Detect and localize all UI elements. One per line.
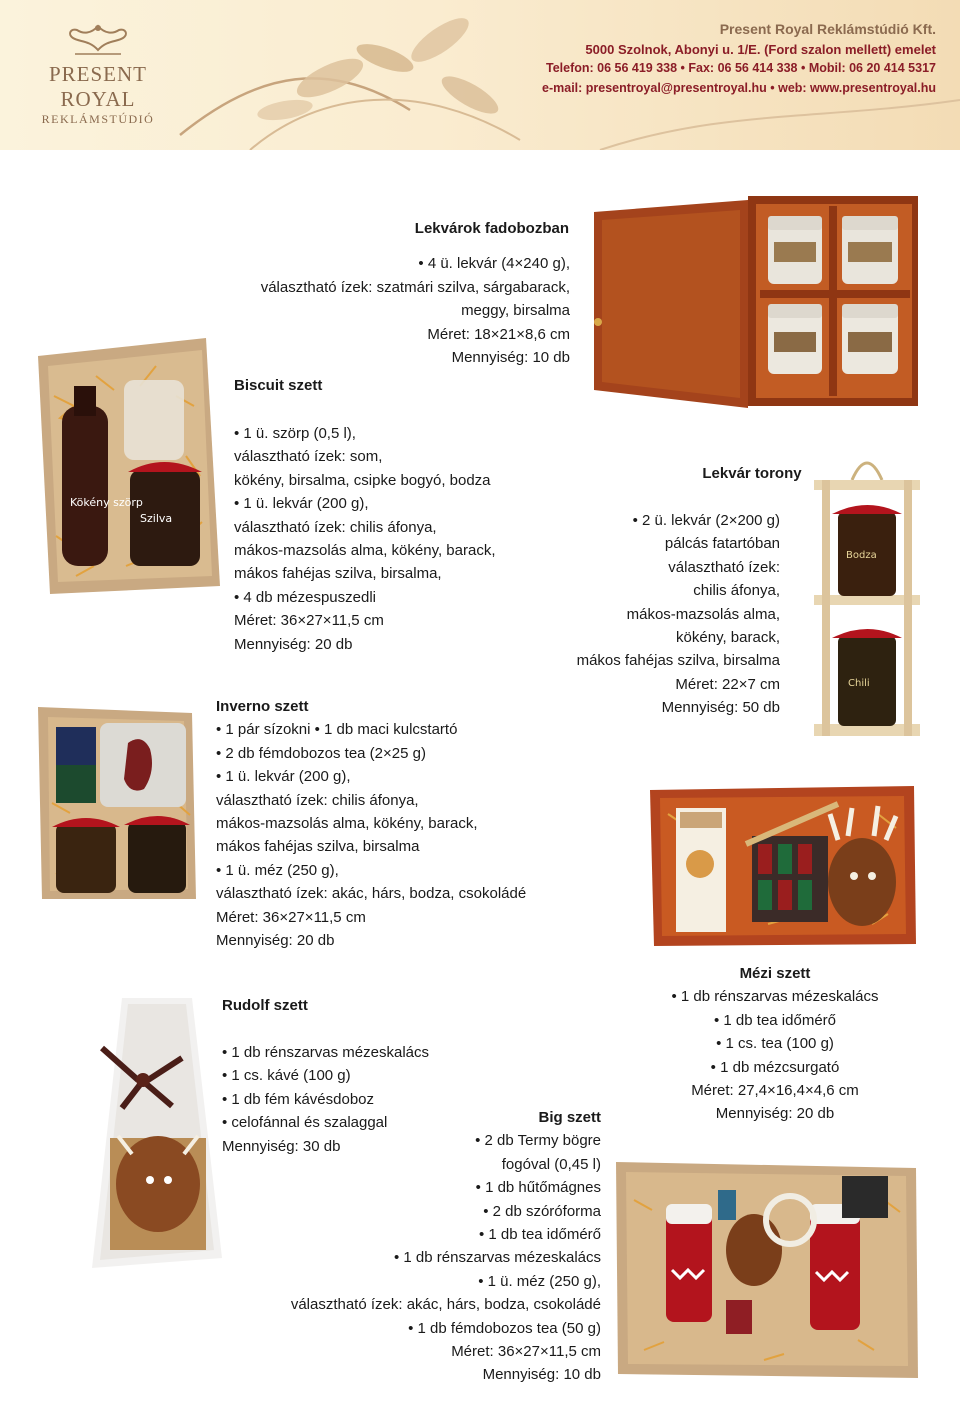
product-line: • celofánnal és szalaggal: [222, 1114, 388, 1132]
brand-name: PRESENT ROYAL: [48, 62, 147, 111]
product-line: kökény, birsalma, csipke bogyó, bodza: [234, 471, 491, 489]
header-banner: [0, 0, 960, 150]
product-image-rudolf-set: [82, 988, 228, 1278]
contact-info: [542, 20, 936, 98]
product-line: mákos fahéjas szilva, birsalma: [576, 652, 780, 670]
product-title: Biscuit szett: [234, 377, 323, 394]
product-line: • 1 ü. méz (250 g),: [216, 861, 339, 879]
product-line: Mennyiség: 10 db: [482, 1366, 601, 1384]
product-line: Mennyiség: 50 db: [661, 699, 780, 717]
product-line: mákos-mazsolás alma, kökény, barack,: [216, 815, 478, 833]
tower-label-text-2: Chili: [848, 678, 870, 689]
product-line: Mennyiség: 20 db: [216, 932, 335, 950]
product-line: • 1 cs. kávé (100 g): [222, 1067, 351, 1085]
product-line: Méret: 27,4×16,4×4,6 cm: [691, 1082, 859, 1100]
product-line: mákos fahéjas szilva, birsalma,: [234, 565, 442, 583]
product-title: Inverno szett: [216, 698, 309, 715]
product-title: Rudolf szett: [222, 997, 308, 1014]
product-line: • 1 ü. lekvár (200 g),: [234, 495, 369, 513]
product-title: Big szett: [538, 1109, 601, 1126]
product-image-biscuit-set: [36, 336, 222, 594]
product-line: chilis áfonya,: [693, 582, 780, 600]
product-image-mezi-set: [648, 784, 918, 948]
product-line: választható ízek: chilis áfonya,: [216, 791, 419, 809]
product-line: • 1 pár sízokni • 1 db maci kulcstartó: [216, 721, 458, 739]
product-torony-title: [640, 462, 864, 485]
product-biscuit-title: [234, 374, 322, 397]
product-line: • 1 db tea időmérő: [714, 1011, 836, 1029]
product-line: mákos-mazsolás alma, kökény, barack,: [234, 542, 496, 560]
product-line: Mennyiség: 20 db: [234, 635, 353, 653]
product-line: Méret: 22×7 cm: [675, 675, 780, 693]
brand-subtitle: REKLÁMSTÚDIÓ: [41, 112, 155, 126]
product-line: • 4 db mézespuszedli: [234, 588, 376, 606]
product-line: • 1 db rénszarvas mézeskalács: [393, 1249, 601, 1267]
logo: [18, 20, 178, 127]
product-biscuit: [234, 422, 495, 656]
product-line: Méret: 18×21×8,6 cm: [427, 325, 570, 343]
product-line: • 1 db mézcsurgató: [710, 1058, 840, 1076]
product-line: • 1 db tea időmérő: [479, 1226, 601, 1244]
product-line: mákos fahéjas szilva, birsalma: [216, 838, 420, 856]
product-image-big-set: [614, 1160, 920, 1382]
product-line: választható ízek: szatmári szilva, sárgabarack,: [260, 278, 570, 296]
product-mezi: [640, 962, 910, 1126]
product-line: pálcás fatartóban: [664, 535, 780, 553]
product-title: Mézi szett: [739, 965, 811, 982]
product-line: fogóval (0,45 l): [501, 1155, 601, 1173]
product-line: választható ízek: akác, hárs, bodza, csokoládé: [216, 885, 527, 903]
product-line: • 2 db szóróforma: [483, 1202, 601, 1220]
product-line: • 1 db rénszarvas mézeskalács: [671, 988, 879, 1006]
product-line: • 2 db Termy bögre: [475, 1132, 601, 1150]
product-image-inverno-set: [36, 703, 198, 903]
product-line: • 1 db hűtőmágnes: [475, 1179, 601, 1197]
product-torony: [520, 509, 780, 720]
product-title: Lekvárok fadobozban: [414, 220, 569, 237]
product-line: • 1 db fémdobozos tea (50 g): [408, 1319, 601, 1337]
product-line: mákos-mazsolás alma,: [626, 605, 780, 623]
product-line: Mennyiség: 10 db: [451, 349, 570, 367]
product-line: Méret: 36×27×11,5 cm: [234, 612, 384, 630]
product-image-jam-tower: [808, 440, 926, 745]
product-inverno: [216, 695, 526, 952]
product-line: Mennyiség: 20 db: [715, 1105, 835, 1123]
product-line: • 1 db rénszarvas mézeskalács: [222, 1044, 430, 1061]
product-line: választható ízek: akác, hárs, bodza, csokoládé: [290, 1296, 601, 1314]
product-line: • 1 cs. tea (100 g): [716, 1035, 834, 1053]
product-big: [240, 1106, 601, 1387]
jam-label-text: Kökény szörp: [70, 496, 143, 509]
product-line: • 1 ü. méz (250 g),: [478, 1272, 601, 1290]
product-line: Mennyiség: 30 db: [222, 1137, 341, 1155]
product-lekvarok: [180, 217, 570, 369]
product-line: Méret: 36×27×11,5 cm: [216, 908, 366, 926]
product-line: meggy, birsalma: [461, 302, 570, 320]
product-rudolf-title: [222, 994, 308, 1017]
tower-label-text: Bodza: [846, 550, 877, 561]
product-line: választható ízek: chilis áfonya,: [234, 518, 437, 536]
product-line: választható ízek:: [668, 558, 780, 576]
product-line: • 2 db fémdobozos tea (2×25 g): [216, 744, 426, 762]
product-line: • 4 ü. lekvár (4×240 g),: [418, 255, 570, 273]
company-address: 5000 Szolnok, Abonyi u. 1/E. (Ford szalon mellett) emelet: [585, 41, 936, 57]
product-line: • 2 ü. lekvár (2×200 g): [632, 512, 780, 529]
product-line: • 1 ü. lekvár (200 g),: [216, 768, 351, 786]
company-name: Present Royal Reklámstúdió Kft.: [719, 21, 936, 37]
company-phones: Telefon: 06 56 419 338 • Fax: 06 56 414 338 • Mobil: 06 20 414 5317: [545, 61, 936, 75]
crown-ornament-icon: [63, 20, 133, 60]
jam-label-text-2: Szilva: [140, 512, 173, 525]
product-title: Lekvár torony: [702, 465, 802, 482]
product-line: • 1 db fém kávésdoboz: [222, 1090, 375, 1108]
company-emails: e-mail: presentroyal@presentroyal.hu • web: www.presentroyal.hu: [542, 80, 936, 95]
product-line: Méret: 36×27×11,5 cm: [451, 1343, 601, 1361]
product-line: választható ízek: som,: [234, 448, 383, 466]
product-image-jam-wooden-box: [588, 190, 920, 410]
product-line: kökény, barack,: [676, 629, 780, 647]
product-line: • 1 ü. szörp (0,5 l),: [234, 425, 356, 442]
